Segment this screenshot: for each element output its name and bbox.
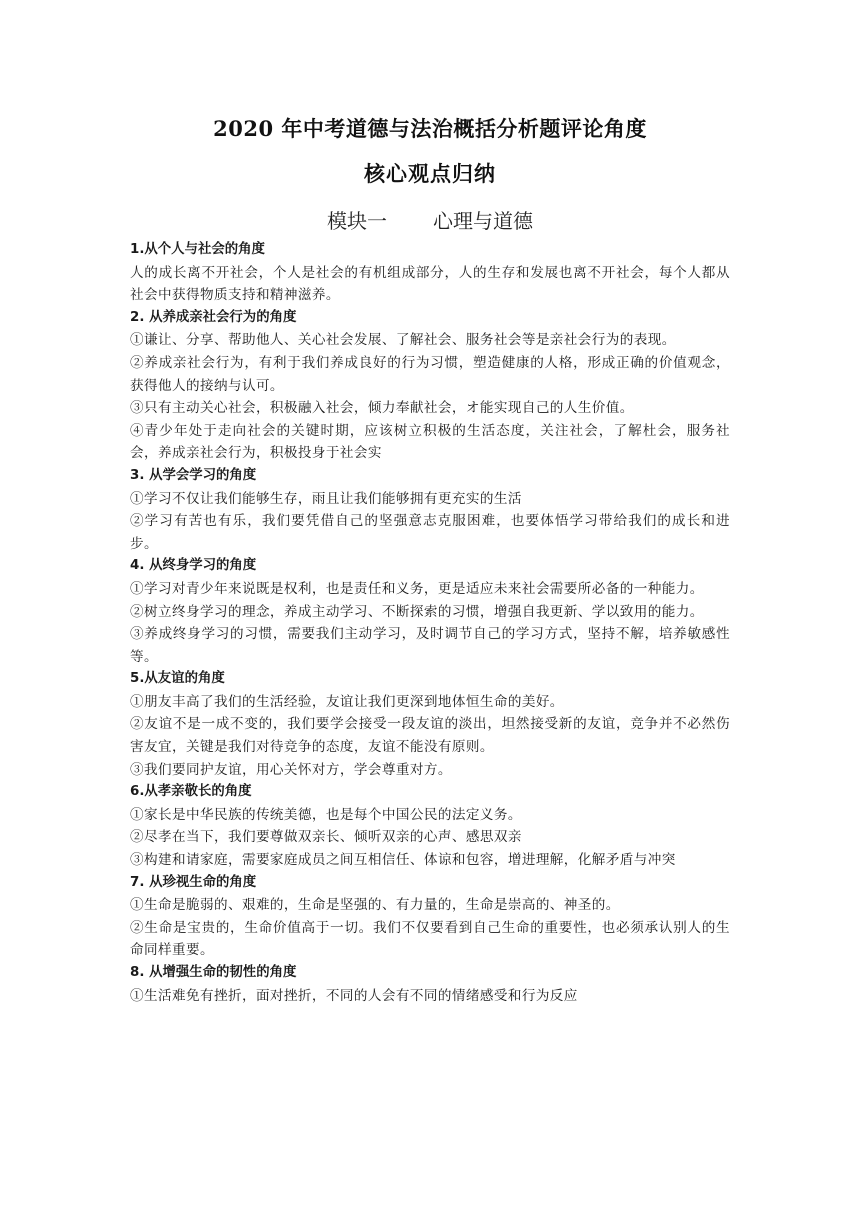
- paragraph: ①谦让、分享、帮助他人、关心社会发展、了解社会、服务社会等是亲社会行为的表现。: [130, 332, 676, 349]
- section-heading: 6.从孝亲敬长的角度: [130, 784, 252, 800]
- paragraph: ②养成亲社会行为，有利于我们养成良好的行为习惯，塑造健康的人格，形成正确的价值观念，获得他人的接纳与认可。: [130, 354, 730, 394]
- section-heading: 1.从个人与社会的角度: [130, 242, 265, 257]
- paragraph: ③构建和请家庭，需要家庭成员之间互相信任、体谅和包容，增进理解，化解矛盾与冲突: [130, 852, 676, 869]
- paragraph: ④青少年处于走向社会的关键时期，应该树立积极的生活态度，关注社会，了解杜会，服务社会，养成亲社会行为，积极投身于社会实: [130, 422, 730, 462]
- paragraph: ①学习不仅让我们能够生存，雨且让我们能够拥有更充实的生活: [130, 490, 522, 507]
- module-heading: [0, 205, 860, 234]
- section-heading: 7. 从珍视生命的角度: [130, 874, 257, 890]
- module-topic: 心理与道德: [433, 209, 533, 233]
- paragraph: ②学习有苦也有乐，我们要凭借自己的坚强意志克服困难，也要体悟学习带给我们的成长和进步。: [130, 513, 730, 552]
- paragraph: ③我们要同护友谊，用心关怀对方，学会尊重对方。: [130, 761, 452, 778]
- document-title: 2020 年中考道德与法治概括分析题评论角度: [213, 116, 647, 141]
- paragraph: ①家长是中华民族的传统美德，也是每个中国公民的法定义务。: [130, 806, 522, 823]
- paragraph: ①生命是脆弱的、艰难的，生命是坚强的、有力量的，生命是崇高的、神圣的。: [130, 897, 620, 914]
- paragraph: ②友谊不是一成不变的，我们要学会接受一段友谊的淡出，坦然接受新的友谊，竞争并不必然伤害友宜，关键是我们对待竞争的态度，友谊不能没有原则。: [130, 716, 730, 756]
- paragraph: ③养成终身学习的习惯，需要我们主动学习，及时调节自己的学习方式，坚持不解，培养敏感性等。: [130, 626, 730, 665]
- paragraph: ②树立终身学习的理念，养成主动学习、不断探索的习惯，增强自我更新、学以致用的能力。: [130, 603, 704, 620]
- document-subtitle: 核心观点归纳: [364, 161, 496, 186]
- section-heading: 2. 从养成亲社会行为的角度: [130, 309, 297, 325]
- module-name: 模块一: [327, 209, 387, 233]
- section-heading: 4. 从终身学习的角度: [130, 558, 257, 574]
- section-heading: 3. 从学会学习的角度: [130, 467, 257, 483]
- paragraph: ①生活难免有挫折，面对挫折，不同的人会有不同的情绪感受和行为反应: [130, 987, 578, 1004]
- paragraph: ①朋友丰高了我们的生活经验，友谊让我们更深到地体恒生命的美好。: [130, 693, 564, 710]
- paragraph: ③只有主动关心社会，积极融入社会，倾力奉献社会，オ能实现自己的人生价值。: [130, 400, 634, 417]
- paragraph: ②尽孝在当下，我们要尊做双亲长、倾听双亲的心声、感思双亲: [130, 829, 522, 846]
- section-heading: 5.从友谊的角度: [130, 671, 225, 687]
- paragraph: 人的成长离不开社会，个人是社会的有机组成部分，人的生存和发展也离不开社会，每个人都从社会中获得物质支持和精神滋养。: [130, 264, 730, 304]
- document-body: [130, 239, 730, 1007]
- paragraph: ②生命是宝贵的，生命价值高于一切。我们不仅要看到自己生命的重要性，也必须承认别人的生命同样重要。: [130, 919, 730, 959]
- section-heading: 8. 从增强生命的韧性的角度: [130, 965, 297, 980]
- paragraph: ①学习对青少年来说既是权利，也是责任和义务，更是适应未来社会需要所必备的一种能力。: [130, 580, 704, 597]
